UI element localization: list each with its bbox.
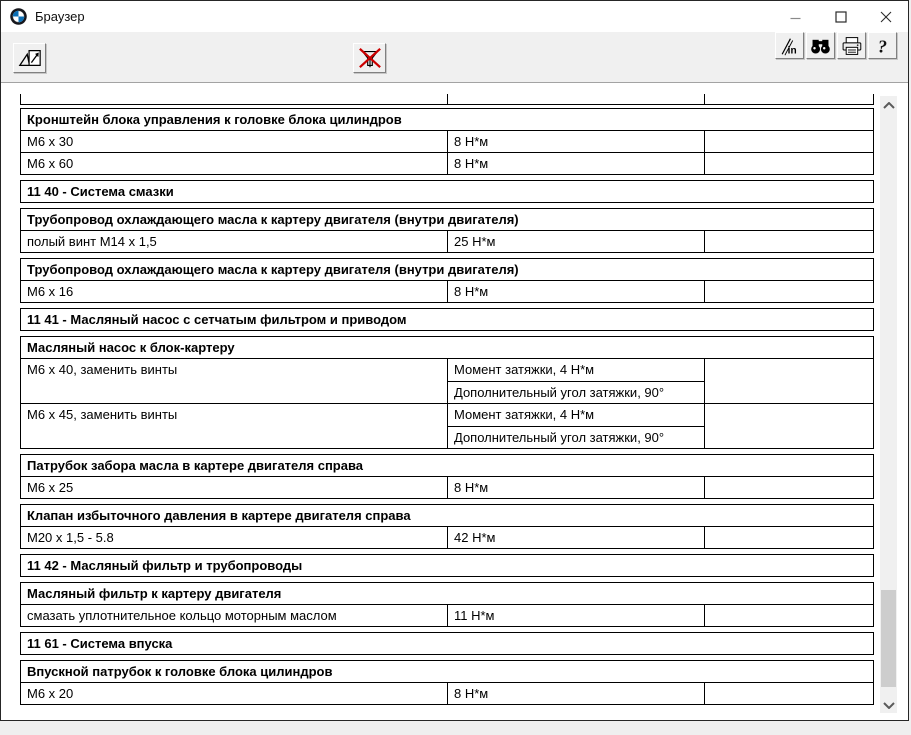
row-description: полый винт М14 x 1,5 [27, 234, 157, 249]
block-header-row [20, 454, 874, 477]
table-block-group [20, 660, 874, 705]
table-block-group [20, 208, 874, 253]
table-row [20, 403, 874, 449]
table-row [20, 230, 874, 253]
block-header-row [20, 208, 874, 231]
group-title: 11 40 - Система смазки [27, 184, 174, 199]
units-button[interactable] [775, 32, 804, 59]
row-torque-values [447, 404, 704, 448]
table-block-group [20, 504, 874, 549]
group-title: 11 42 - Масляный фильтр и трубопроводы [27, 558, 303, 573]
row-torque-values [447, 359, 704, 403]
row-extra-cell [704, 527, 873, 548]
row-extra-cell [704, 359, 873, 403]
scroll-up-button[interactable] [880, 96, 897, 113]
group-title: Патрубок забора масла в картере двигателя справа [27, 458, 364, 473]
table-block-group [20, 336, 874, 449]
table-row [20, 130, 874, 153]
row-torque-values: 42 Н*м [447, 527, 704, 548]
row-extra-cell [704, 477, 873, 498]
close-button[interactable] [863, 1, 908, 32]
toolbar [1, 32, 908, 83]
question-mark-icon [871, 35, 894, 57]
scroll-down-button[interactable] [880, 696, 897, 713]
chevron-up-icon [883, 96, 895, 114]
group-title: Трубопровод охлаждающего масла к картеру двигателя (внутри двигателя) [27, 212, 519, 227]
row-description: М6 x 25 [27, 480, 74, 495]
row-description: М6 x 20 [27, 686, 74, 701]
maximize-button[interactable] [818, 1, 863, 32]
section-header-row [20, 180, 874, 203]
group-title: Трубопровод охлаждающего масла к картеру двигателя (внутри двигателя) [27, 262, 519, 277]
document-view-button[interactable] [13, 43, 46, 73]
torque-value: Дополнительный угол затяжки, 90° [448, 426, 704, 448]
row-torque-values: 8 Н*м [447, 477, 704, 498]
row-torque-values: 8 Н*м [447, 683, 704, 704]
minimize-icon [790, 11, 801, 22]
chevron-down-icon [883, 696, 895, 714]
row-description: М6 x 45, заменить винты [27, 407, 178, 422]
filter-off-icon [357, 46, 383, 70]
table-row [20, 280, 874, 303]
remove-filter-button[interactable] [353, 43, 386, 73]
group-title: Клапан избыточного давления в картере двигателя справа [27, 508, 411, 523]
group-title: Масляный насос к блок-картеру [27, 340, 235, 355]
block-header-row [20, 504, 874, 527]
close-icon [880, 11, 892, 23]
titlebar [1, 1, 908, 32]
row-extra-cell [704, 281, 873, 302]
group-title: 11 41 - Масляный насос с сетчатым фильтром и приводом [27, 312, 407, 327]
row-extra-cell [704, 683, 873, 704]
row-description: М6 x 40, заменить винты [27, 362, 178, 377]
table-section-group [20, 308, 874, 331]
row-extra-cell [704, 231, 873, 252]
scrollbar-thumb[interactable] [881, 590, 896, 687]
block-header-row [20, 258, 874, 281]
minimize-button[interactable] [773, 1, 818, 32]
torque-value: Момент затяжки, 4 Н*м [454, 407, 595, 422]
block-header-row [20, 582, 874, 605]
row-torque-values: 8 Н*м [447, 153, 704, 174]
block-header-row [20, 660, 874, 683]
content-area [1, 83, 906, 718]
row-description: М6 x 60 [27, 156, 74, 171]
window-title: Браузер [35, 9, 85, 24]
binoculars-icon [809, 35, 832, 57]
table-section-group [20, 554, 874, 577]
table-row [20, 152, 874, 175]
vertical-scrollbar[interactable] [880, 96, 897, 713]
table-row [20, 358, 874, 404]
clipped-table-row [20, 94, 874, 105]
group-title: Впускной патрубок к головке блока цилиндров [27, 664, 333, 679]
row-torque-values: 11 Н*м [447, 605, 704, 626]
print-button[interactable] [837, 32, 866, 59]
section-header-row [20, 554, 874, 577]
group-title: Кронштейн блока управления к головке блока цилиндров [27, 112, 402, 127]
row-torque-values: 25 Н*м [447, 231, 704, 252]
torque-value: Момент затяжки, 4 Н*м [454, 362, 595, 377]
row-description: М6 x 16 [27, 284, 74, 299]
svg-text:?: ? [877, 35, 888, 56]
row-torque-values: 8 Н*м [447, 281, 704, 302]
page-with-arrow-icon [18, 46, 42, 70]
row-extra-cell [704, 131, 873, 152]
help-button[interactable] [868, 32, 897, 59]
pen-icon [778, 35, 801, 57]
table-block-group [20, 582, 874, 627]
row-extra-cell [704, 404, 873, 448]
row-extra-cell [704, 605, 873, 626]
table-row [20, 682, 874, 705]
group-title: 11 61 - Система впуска [27, 636, 173, 651]
section-header-row [20, 632, 874, 655]
block-header-row [20, 108, 874, 131]
group-title: Масляный фильтр к картеру двигателя [27, 586, 282, 601]
table-block-group [20, 108, 874, 175]
table-block-group [20, 258, 874, 303]
bmw-logo-icon [10, 8, 27, 25]
torque-value: Дополнительный угол затяжки, 90° [448, 381, 704, 403]
table-section-group [20, 632, 874, 655]
table-row [20, 604, 874, 627]
row-torque-values: 8 Н*м [447, 131, 704, 152]
row-extra-cell [704, 153, 873, 174]
results-table [20, 95, 874, 710]
table-row [20, 526, 874, 549]
table-section-group [20, 180, 874, 203]
table-block-group [20, 454, 874, 499]
table-row [20, 476, 874, 499]
row-description: М6 x 30 [27, 134, 74, 149]
maximize-icon [835, 11, 847, 23]
printer-icon [840, 35, 863, 57]
row-description: смазать уплотнительное кольцо моторным маслом [27, 608, 337, 623]
toolbar-right-group [773, 32, 897, 82]
section-header-row [20, 308, 874, 331]
row-description: М20 x 1,5 - 5.8 [27, 530, 114, 545]
units-label: in [787, 44, 797, 56]
caption-buttons [773, 1, 908, 32]
block-header-row [20, 336, 874, 359]
find-button[interactable] [806, 32, 835, 59]
